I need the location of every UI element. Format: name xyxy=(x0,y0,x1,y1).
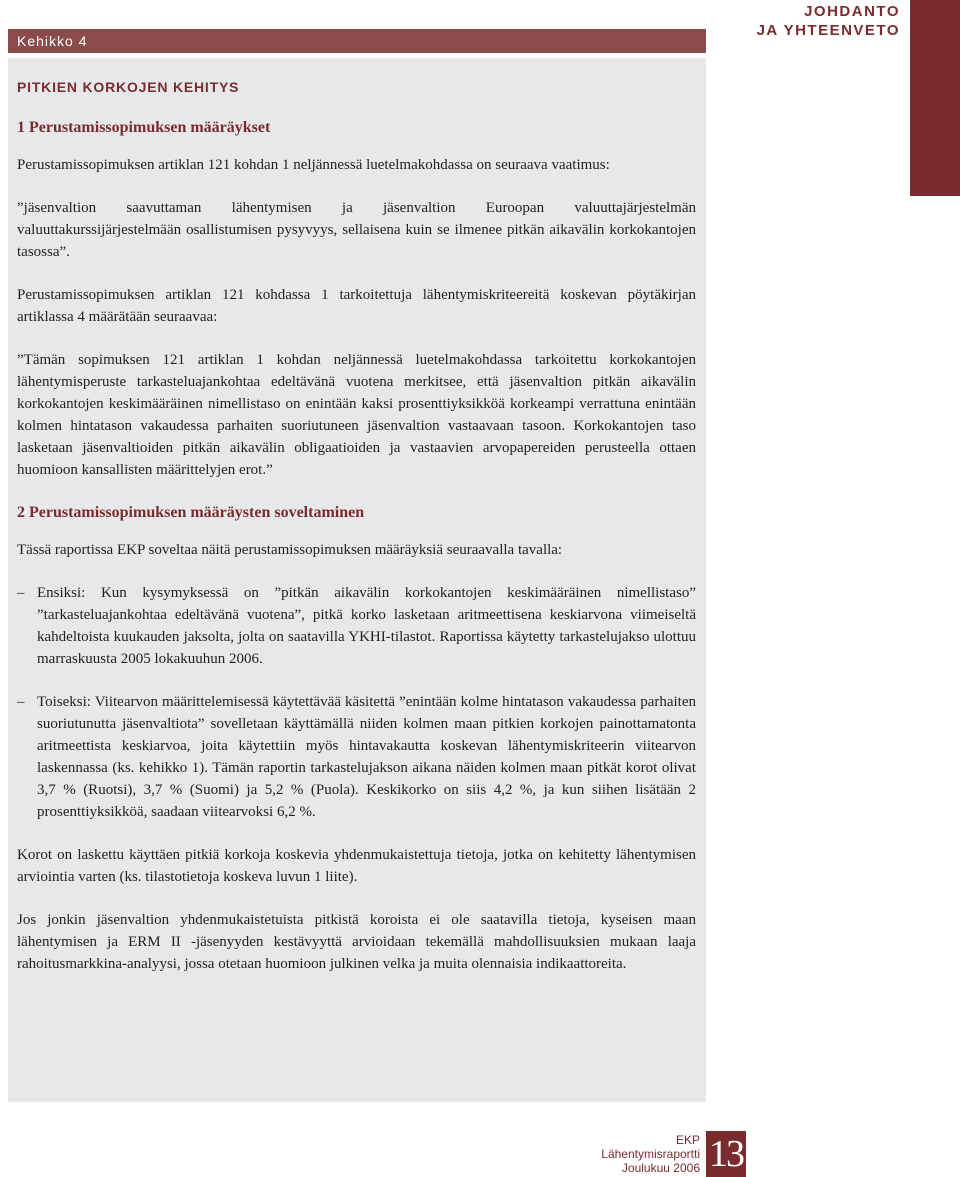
list-item xyxy=(17,691,696,823)
list-item xyxy=(17,582,696,670)
paragraph-2: Perustamissopimuksen artiklan 121 kohdassa 1 tarkoitettuja lähentymiskriteereitä koskevan pöytäkirjan artiklassa 4 määrätään seuraavaa: xyxy=(17,287,696,325)
footer-report: Lähentymisraportti xyxy=(601,1147,700,1161)
footer-date: Joulukuu 2006 xyxy=(621,1161,700,1175)
section-2-title: 2 Perustamissopimuksen määräysten soveltaminen xyxy=(17,504,365,521)
method-list xyxy=(17,582,696,823)
paragraph-5: Jos jonkin jäsenvaltion yhdenmukaistetuista pitkistä koroista ei ole saatavilla tietoja, kyseisen maan lähentymisen ja ERM II -jäsenyyden kestävyyttä arvioidaan tekemällä mahdollisuuksien mukaan laaja rahoitusmarkkina-analyysi, jossa otetaan huomioon julkinen velka ja muita olennaisia indikaattoreita. xyxy=(17,912,696,972)
section-1-title: 1 Perustamissopimuksen määräykset xyxy=(17,119,271,136)
box-label: Kehikko 4 xyxy=(8,29,706,53)
quote-1: ”jäsenvaltion saavuttaman lähentymisen ja jäsenvaltion Euroopan valuuttajärjestelmän valuuttakurssijärjestelmään osallistumisen pysyvyys, sellaisena kuin se ilmenee pitkän aikavälin korkokantojen tasossa”. xyxy=(17,200,696,260)
quote-2: ”Tämän sopimuksen 121 artiklan 1 kohdan neljännessä luetelmakohdassa tarkoitettu korkokantojen lähentymisperuste tarkasteluajankohtaa edeltävänä vuotena merkitsee, että jäsenvaltion pitkän aikavälin korkokantojen keskimääräinen nimellistaso on enintään kaksi prosenttiyksikköä korkeampi verrattuna enintään kolmen hintatason vakaudessa parhaiten suoriutuneen jäsenvaltion vastaavaan tasoon. Korkokantojen taso lasketaan jäsenvaltioiden pitkän aikavälin obligaatioiden ja vastaavien arvopapereiden perusteella ottaen huomioon kansallisten määrittelyjen erot.” xyxy=(17,352,696,478)
paragraph-1: Perustamissopimuksen artiklan 121 kohdan 1 neljännessä luetelmakohdassa on seuraava vaatimus: xyxy=(17,157,610,173)
footer-org: EKP xyxy=(675,1133,700,1147)
section-header-line2: JA YHTEENVETO xyxy=(756,22,900,39)
box-content xyxy=(8,58,706,1102)
page-footer xyxy=(590,1133,700,1175)
section-tab-marker xyxy=(910,0,960,196)
dash-marker: – xyxy=(17,585,25,601)
dash-marker: – xyxy=(17,694,25,710)
section-header-line1: JOHDANTO xyxy=(804,3,900,20)
list-item-text: Ensiksi: Kun kysymyksessä on ”pitkän aikavälin korkokantojen keskimääräinen nimellistaso” ”tarkasteluajankohtaa edeltävänä vuotena”, pitkä korko lasketaan aritmeettisena keskiarvona viimeiseltä kahdeltoista kuukauden jaksolta, jolta on saatavilla YKHI-tilastot. Raportissa käytetty tarkastelujakso ulottuu marraskuusta 2005 lokakuuhun 2006. xyxy=(37,585,696,667)
section-header xyxy=(757,2,900,40)
paragraph-3: Tässä raportissa EKP soveltaa näitä perustamissopimuksen määräyksiä seuraavalla tavalla: xyxy=(17,542,563,558)
page-number: 13 xyxy=(706,1131,746,1177)
paragraph-4: Korot on laskettu käyttäen pitkiä korkoja koskevia yhdenmukaistettuja tietoja, jotka on kehitetty lähentymisen arviointia varten (ks. tilastotietoja koskeva luvun 1 liite). xyxy=(17,847,696,885)
box-heading: PITKIEN KORKOJEN KEHITYS xyxy=(17,79,240,95)
list-item-text: Toiseksi: Viitearvon määrittelemisessä käytettävää käsitettä ”enintään kolme hintatason vakaudessa parhaiten suoriutunutta jäsenvaltiota” sovelletaan käyttämällä niiden kolmen maan pitkien korkojen painottamatonta aritmeettista keskiarvoa, joita käytettiin myös hintavakautta koskevan lähentymiskriteerin viitearvon laskennassa (ks. kehikko 1). Tämän raportin tarkastelujakson aikana näiden kolmen maan pitkät korot olivat 3,7 % (Ruotsi), 3,7 % (Suomi) ja 5,2 % (Puola). Keskikorko on siis 4,2 %, ja kun siihen lisätään 2 prosenttiyksikköä, saadaan viitearvoksi 6,2 %. xyxy=(37,694,696,820)
